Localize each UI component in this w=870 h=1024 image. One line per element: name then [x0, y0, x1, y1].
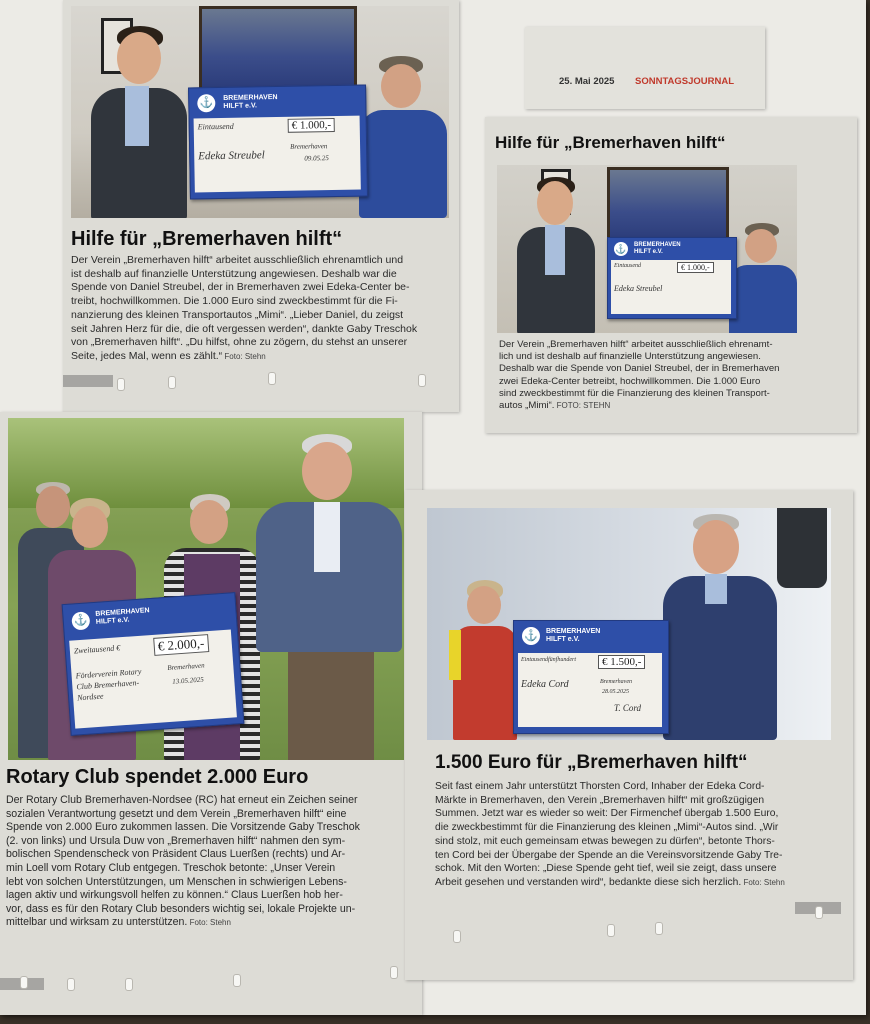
- article-line: bolischen Spendenscheck von Präsident Claus Luerßen (rechts) und Ar-: [6, 848, 346, 861]
- article-line: autos „Mimi“. FOTO: STEHN: [499, 400, 611, 412]
- article-line: Seit fast einem Jahr unterstützt Thorsten Cord, Inhaber der Edeka Cord-: [435, 781, 765, 792]
- photo-credit: FOTO: STEHN: [554, 401, 611, 411]
- photo-rotary-donation: [8, 418, 404, 760]
- check-payee: Edeka Streubel: [614, 284, 663, 293]
- article-line: von „Bremerhaven hilft“. „Du hilfst, ohne zu zögern, du stehst an unserer: [71, 336, 408, 349]
- article-line: Der Rotary Club Bremerhaven-Nordsee (RC) hat erneut ein Zeichen seiner: [6, 794, 358, 806]
- article-line: lebt von solchen Unterstützungen, um Menschen in schwierigen Lebens-: [6, 875, 347, 888]
- person-thorsten-cord: [657, 514, 777, 740]
- article-line: schok. Mit den Worten: „Diese Spende geht tief, weil sie zeigt, dass unsere: [435, 863, 777, 875]
- article-line: lagen aktiv und wirkungsvoll helfen zu können.“ Claus Luerßen hob her-: [6, 889, 343, 902]
- article-line: mittelbar und wirksam zu unterstützen. Foto: Stehn: [6, 916, 231, 929]
- clipping-date: 25. Mai 2025: [559, 76, 615, 87]
- punch-hole: [607, 924, 615, 937]
- article-line: ist deshalb auf finanzielle Unterstützung angewiesen. Deshalb war die: [71, 267, 397, 280]
- check-amount: € 1.000,-: [288, 118, 336, 133]
- punch-hole: [67, 978, 75, 991]
- donation-check-1000: [607, 237, 737, 319]
- check-place: Bremerhaven: [167, 661, 205, 673]
- check-date: 13.05.2025: [172, 675, 204, 686]
- person-daniel-streubel: [513, 177, 593, 333]
- check-payee: Edeka Cord: [521, 679, 569, 690]
- article-line: sind zweckbestimmt für die Finanzierung des kleinen Transport-: [499, 387, 770, 399]
- article-line: lich und ist deshalb auf finanzielle Unterstützung angewiesen.: [499, 351, 761, 363]
- check-payee: Edeka Streubel: [198, 149, 265, 163]
- anchor-icon: ⚓: [522, 627, 540, 645]
- check-words: Eintausendfünfhundert: [521, 657, 576, 663]
- punch-hole: [390, 966, 398, 979]
- article-line: Spende von 2.000 Euro zukommen lassen. Die Vorsitzende Gaby Treschok: [6, 821, 360, 834]
- article-line: vor, dass es für den Rotary Club besonders wichtig sei, lokale Projekte un-: [6, 902, 356, 915]
- clipping-bottom-right: [405, 490, 853, 980]
- article-body-top-right: [499, 339, 849, 412]
- article-line: Seite, jedes Mal, wenn es zählt.“ Foto: Stehn: [71, 349, 266, 362]
- article-line: Arbeit gesehen und verstanden wird“, bedankte diese sich herzlich. Foto: Stehn: [435, 876, 785, 888]
- punch-hole: [453, 930, 461, 943]
- article-line: nanzierung des kleinen Transportautos „Mimi“. „Lieber Daniel, du zeigst: [71, 308, 404, 321]
- donation-check-2000: [62, 592, 245, 736]
- article-line: Deshalb war die Spende von Daniel Streubel, der in Bremerhaven: [499, 363, 780, 375]
- check-body: [518, 653, 662, 727]
- check-org: BREMERHAVEN: [95, 607, 150, 618]
- punch-hole: [655, 922, 663, 935]
- punch-hole: [20, 976, 28, 989]
- photo-credit: Foto: Stehn: [222, 351, 266, 361]
- photo-streubel-small: [497, 165, 797, 333]
- check-words: Eintausend: [614, 263, 641, 269]
- check-words: Eintausend: [197, 121, 234, 132]
- check-place: Bremerhaven: [290, 142, 328, 151]
- clipping-bottom-left: [0, 412, 422, 1015]
- clipping-paper-name: SONNTAGSJOURNAL: [635, 76, 735, 87]
- check-amount: € 1.500,-: [598, 655, 645, 669]
- check-body: [194, 116, 361, 193]
- headline-top-left: Hilfe für „Bremerhaven hilft“: [71, 228, 343, 250]
- check-place: Bremerhaven: [600, 679, 632, 685]
- punch-hole: [815, 906, 823, 919]
- wall-picture: [607, 167, 729, 243]
- clipping-top-right: [485, 117, 857, 433]
- photo-cord-donation: [427, 508, 831, 740]
- check-org: BREMERHAVEN: [546, 628, 601, 635]
- check-date: 09.05.25: [304, 154, 329, 163]
- check-words: Zweitausend €: [73, 643, 121, 656]
- wall-picture: [199, 6, 357, 92]
- article-line: treibt, hochwillkommen. Die 1.000 Euro sind zweckbestimmt für die Fi-: [71, 295, 398, 308]
- article-body-bottom-right: [435, 780, 845, 890]
- article-line: (2. von links) und Ursula Duw von „Bremerhaven hilft“ nahmen den sym-: [6, 834, 346, 847]
- check-org-sub: HILFT e.V.: [223, 102, 258, 110]
- anchor-icon: ⚓: [197, 94, 215, 112]
- check-org-sub: HILFT e.V.: [634, 249, 663, 255]
- check-body: [69, 629, 237, 728]
- punch-hole: [268, 372, 276, 385]
- headline-top-right: Hilfe für „Bremerhaven hilft“: [495, 133, 726, 152]
- check-date: 28.05.2025: [602, 689, 629, 695]
- check-signature: T. Cord: [614, 703, 642, 713]
- donation-check-1000: [188, 84, 368, 199]
- donation-check-1500: [513, 620, 669, 734]
- punch-hole: [418, 374, 426, 387]
- article-line: zwei Edeka-Center betreibt, hochwillkommen. Die 1.000 Euro: [499, 375, 761, 387]
- person-claus-luerssen: [252, 434, 402, 760]
- article-body-bottom-left: [6, 794, 416, 930]
- punch-hole: [125, 978, 133, 991]
- anchor-icon: ⚓: [71, 611, 90, 630]
- check-amount: € 1.000,-: [677, 262, 714, 273]
- article-line: sozialen Verantwortung gesetzt und dem Verein „Bremerhaven hilft“ eine: [6, 807, 347, 820]
- anchor-icon: ⚓: [615, 244, 627, 254]
- article-line: Der Verein „Bremerhaven hilft“ arbeitet ausschließlich ehrenamtlich und: [71, 254, 404, 266]
- article-line: Summen. Jetzt war es wieder so weit: Der Firmenchef übergab 1.500 Euro,: [435, 808, 779, 820]
- check-org: BREMERHAVEN: [634, 242, 681, 248]
- article-body-top-left: [71, 254, 457, 364]
- punch-hole: [117, 378, 125, 391]
- article-line: seit Jahren Herz für die, die oft vergessen werden“, dankte Gaby Treschok: [71, 322, 418, 335]
- headline-bottom-left: Rotary Club spendet 2.000 Euro: [6, 766, 309, 788]
- article-line: Spende von Daniel Streubel, der in Bremerhaven zwei Edeka-Center be-: [71, 281, 410, 294]
- check-amount: € 2.000,-: [153, 634, 209, 656]
- article-line: min Loell vom Rotary Club entgegen. Treschok betonte: „Unser Verein: [6, 861, 336, 874]
- check-org-sub: HILFT e.V.: [546, 636, 580, 643]
- article-line: Der Verein „Bremerhaven hilft“ arbeitet ausschließlich ehrenamt-: [499, 339, 773, 350]
- article-line: sind stolz, mit euch gemeinsam etwas bewegen zu dürfen“, betonte Thors-: [435, 835, 775, 847]
- article-line: die zweckbestimmt für die Finanzierung des kleinen „Mimi“-Autos sind. „Wir: [435, 822, 779, 834]
- punch-hole: [233, 974, 241, 987]
- check-payee: Förderverein Rotary Club Bremerhaven-Nordsee: [75, 666, 142, 703]
- punch-hole: [168, 376, 176, 389]
- person-gaby-treschok: [449, 580, 519, 740]
- article-line: ten Cord bei der Übergabe der Spende an die Vereinsvorsitzende Gaby Tre-: [435, 849, 783, 861]
- article-line: Märkte in Bremerhaven, den Verein „Bremerhaven hilft“ mit großzügigen: [435, 794, 765, 806]
- photo-credit: Foto: Stehn: [187, 918, 231, 928]
- tape-strip: [63, 375, 113, 387]
- check-body: [611, 260, 731, 314]
- check-org-sub: HILFT e.V.: [95, 616, 130, 626]
- photo-streubel-donation: [71, 6, 449, 218]
- person-daniel-streubel: [85, 26, 185, 218]
- photo-credit: Foto: Stehn: [741, 877, 785, 887]
- van-window: [777, 508, 827, 588]
- clipping-top-left: [63, 0, 459, 412]
- clipping-date-header: [525, 27, 765, 109]
- check-org: BREMERHAVEN: [223, 94, 278, 102]
- headline-bottom-right: 1.500 Euro für „Bremerhaven hilft“: [435, 752, 748, 773]
